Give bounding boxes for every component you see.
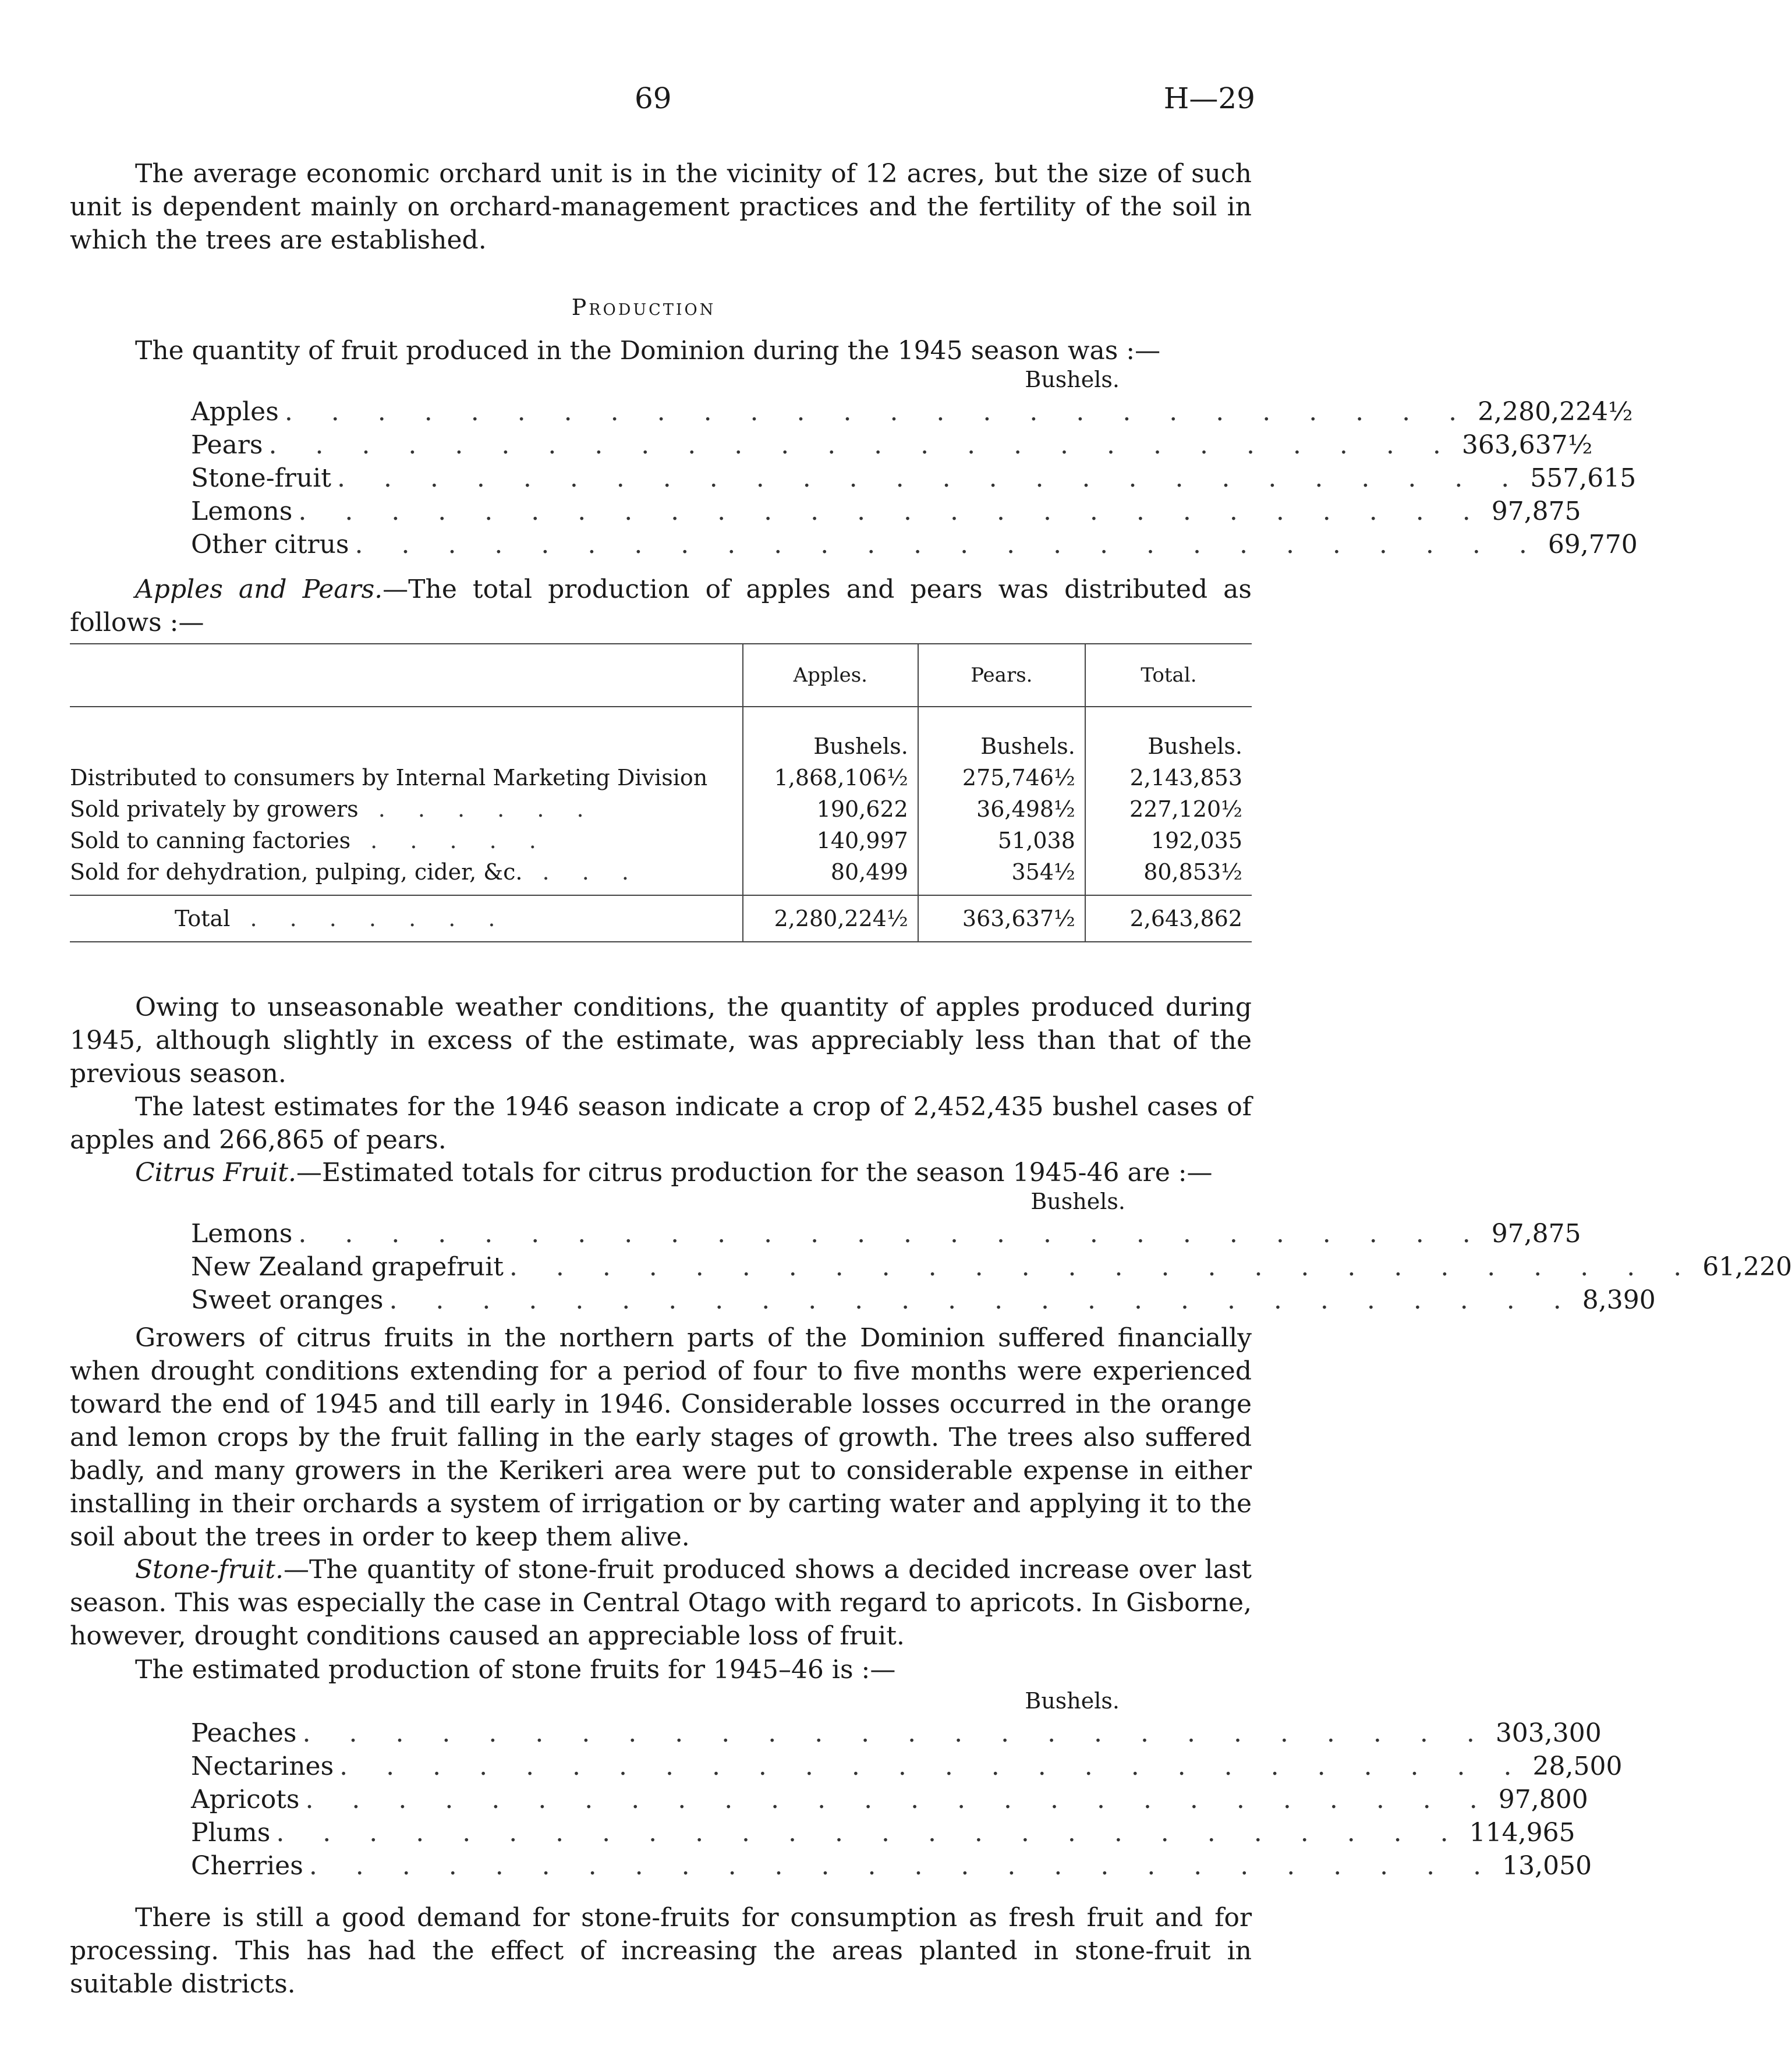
growers-paragraph: Growers of citrus fruits in the northern parts of the Dominion suffered financially when drought conditions extending for a period of four to five months were experienced toward the end of 1945 and till early in 1946. Considerable losses occurred in the orange and lemon crops by the fruit falling in the early stages of growth. The trees also suffered badly, and many growers in the Kerikeri area were put to considerable expense in either installing in their orchards a system of irrigation or by carting water and applying it to the soil about the trees in order to keep them alive. <box>70 1323 1252 1552</box>
list-item: Lemons . . . . . . . . . . . . . . . . . . . . . . . . . . 97,875 <box>191 497 1581 526</box>
distribution-table <box>70 643 1252 942</box>
list-item: Lemons . . . . . . . . . . . . . . . . . . . . . . . . . . 97,875 <box>191 1219 1581 1249</box>
list-item: Nectarines . . . . . . . . . . . . . . . . . . . . . . . . . . 28,500 <box>191 1752 1623 1781</box>
column-header-apples: Apples. <box>743 644 918 707</box>
apples-pears-paragraph: Apples and Pears.—The total production of apples and pears was distributed as follows :— <box>70 575 1252 637</box>
list-item: Pears . . . . . . . . . . . . . . . . . . . . . . . . . . 363,637½ <box>191 430 1593 460</box>
page-number: 69 <box>635 81 672 115</box>
intro-paragraph: The average economic orchard unit is in the vicinity of 12 acres, but the size of such unit is dependent mainly on orchard-management practices and the fertility of the soil in which the trees are established. <box>70 159 1252 255</box>
citrus-lead: Citrus Fruit. <box>135 1158 296 1187</box>
stone-fruit-paragraph: Stone-fruit.—The quantity of stone-fruit produced shows a decided increase over last season. This was especially the case in Central Otago with regard to apricots. In Gisborne, however, drought conditions caused an appreciable loss of fruit. <box>70 1555 1252 1651</box>
production-intro: The quantity of fruit produced in the Dominion during the 1945 season was :— <box>135 336 1161 366</box>
document-reference: H—29 <box>1163 81 1255 115</box>
production-list <box>191 367 1638 563</box>
list-item: Apricots . . . . . . . . . . . . . . . . . . . . . . . . . . 97,800 <box>191 1785 1588 1814</box>
table-row: Distributed to consumers by Internal Marketing Division 1,868,106½ 275,746½ 2,143,853 <box>70 762 1252 793</box>
stone-fruit-intro: The estimated production of stone fruits for 1945–46 is :— <box>135 1655 896 1685</box>
table-row: Sold to canning factories . . . . . 140,997 51,038 192,035 <box>70 825 1252 856</box>
list-item: Sweet oranges . . . . . . . . . . . . . . . . . . . . . . . . . . 8,390 <box>191 1285 1656 1315</box>
production-heading: Production <box>571 295 716 320</box>
list-item: Stone-fruit . . . . . . . . . . . . . . . . . . . . . . . . . . 557,615 <box>191 463 1637 493</box>
list-item: Apples . . . . . . . . . . . . . . . . . . . . . . . . . . 2,280,224½ <box>191 397 1633 427</box>
list-item: Other citrus . . . . . . . . . . . . . . . . . . . . . . . . . . 69,770 <box>191 530 1638 559</box>
list-item: Cherries . . . . . . . . . . . . . . . . . . . . . . . . . . 13,050 <box>191 1851 1592 1881</box>
table-row: Sold for dehydration, pulping, cider, &c. . . . 80,499 354½ 80,853½ <box>70 856 1252 888</box>
list-item: Peaches . . . . . . . . . . . . . . . . . . . . . . . . . . 303,300 <box>191 1718 1602 1748</box>
list-item: New Zealand grapefruit . . . . . . . . . . . . . . . . . . . . . . . . . . 61,220 <box>191 1252 1792 1282</box>
stone-fruit-lead: Stone-fruit. <box>135 1555 284 1584</box>
citrus-unit: Bushels. <box>1030 1189 1125 1214</box>
weather-paragraph: Owing to unseasonable weather conditions, the quantity of apples produced during 1945, although slightly in excess of the estimate, was appreciably less than that of the previous season. <box>70 992 1252 1089</box>
stone-fruit-unit: Bushels. <box>1025 1688 1120 1714</box>
column-header-total: Total. <box>1085 644 1252 707</box>
table-total-row: Total . . . . . . . 2,280,224½ 363,637½ 2,643,862 <box>70 895 1252 942</box>
closing-paragraph: There is still a good demand for stone-fruits for consumption as fresh fruit and for processing. This has had the effect of increasing the areas planted in stone-fruit in suitable districts. <box>70 1903 1252 1999</box>
citrus-paragraph: Citrus Fruit.—Estimated totals for citrus production for the season 1945-46 are :— <box>135 1158 1213 1187</box>
list-item: Plums . . . . . . . . . . . . . . . . . . . . . . . . . . 114,965 <box>191 1818 1575 1848</box>
table-units-row: Bushels. Bushels. Bushels. <box>70 707 1252 762</box>
estimate-paragraph: The latest estimates for the 1946 season indicate a crop of 2,452,435 bushel cases of apples and 266,865 of pears. <box>70 1092 1252 1155</box>
column-header-pears: Pears. <box>918 644 1085 707</box>
production-unit: Bushels. <box>1025 367 1120 392</box>
table-header-row <box>70 644 1252 707</box>
stone-fruit-list <box>191 1688 1623 1884</box>
citrus-list <box>191 1189 1792 1318</box>
apples-pears-lead: Apples and Pears. <box>135 575 383 604</box>
table-row: Sold privately by growers . . . . . . 190,622 36,498½ 227,120½ <box>70 793 1252 825</box>
